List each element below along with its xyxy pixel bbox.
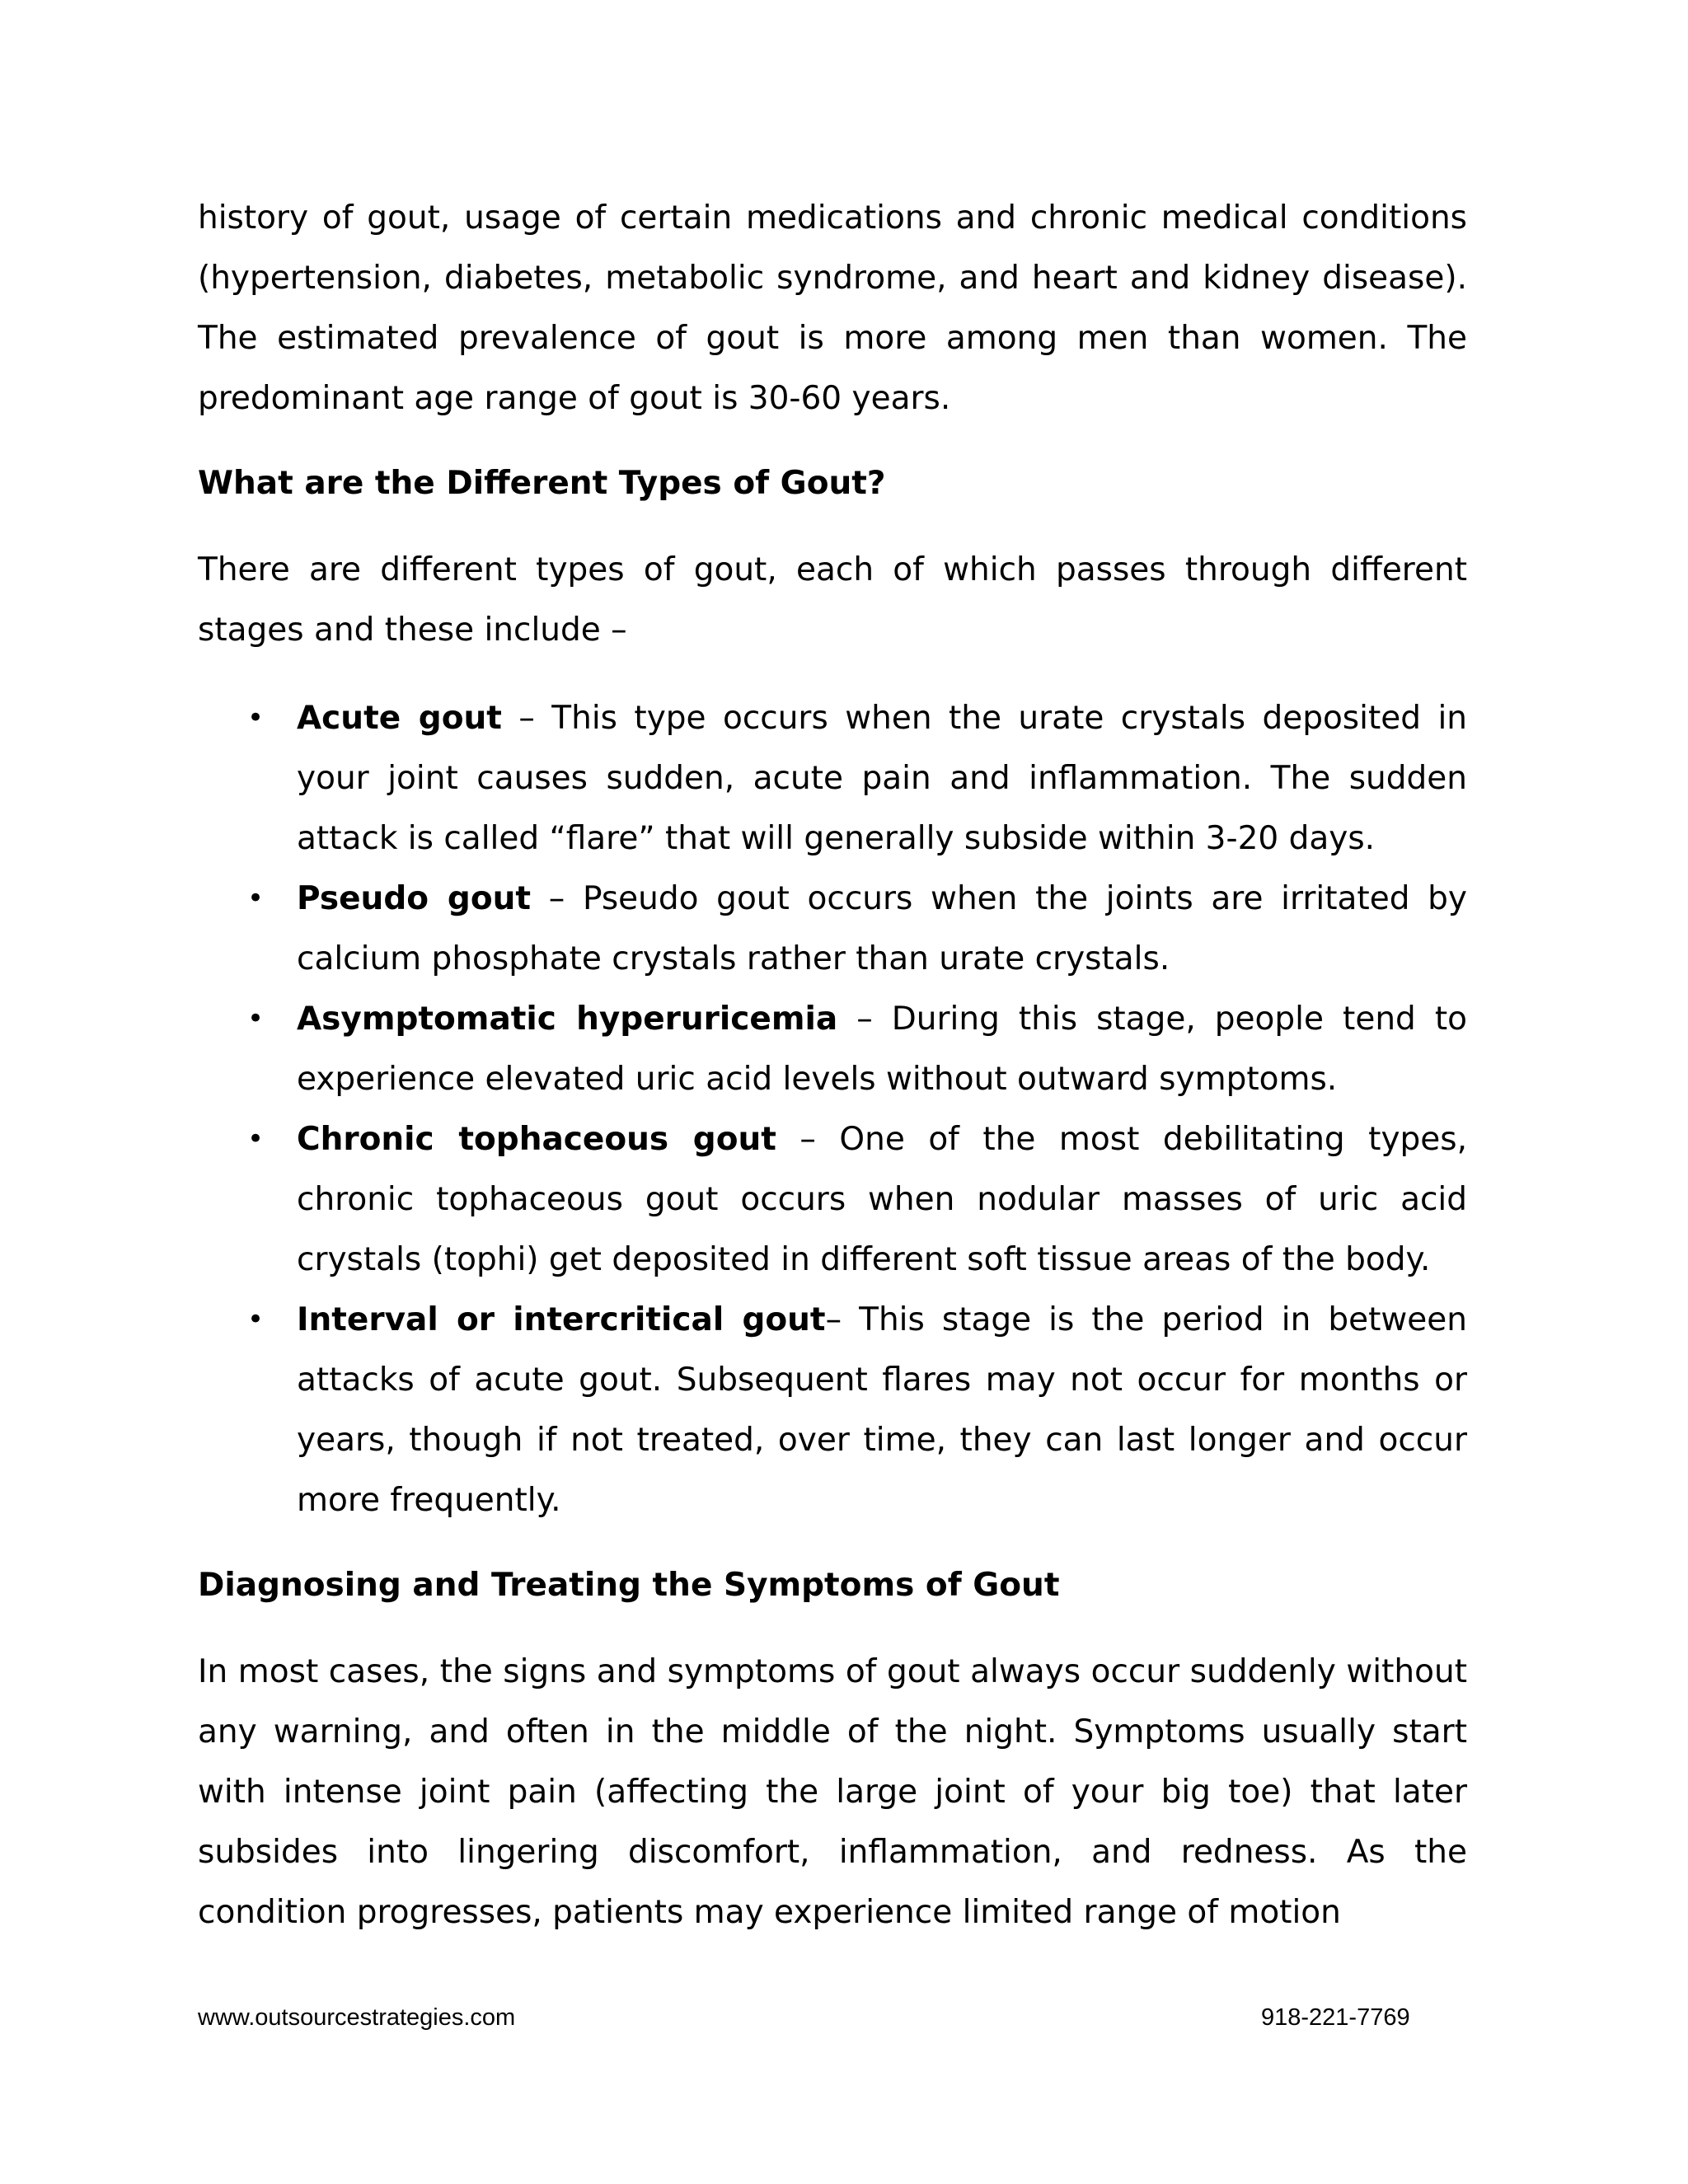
list-item (198, 1290, 1467, 1530)
intro-paragraph: history of gout, usage of certain medications and chronic medical conditions (hypertension, diabetes, metabolic syndrome, and heart and kidney disease). The estimated prevalence of gout is more among men than women. The predominant age range of gout is 30-60 years. (198, 199, 1467, 417)
bullet-icon: • (247, 701, 265, 734)
type-term: Chronic tophaceous gout (297, 1121, 776, 1158)
type-description: – This stage is the period in between attacks of acute gout. Subsequent flares may not occur for months or years, though if not treated, over time, they can last longer and occur more frequently. (297, 1301, 1467, 1519)
type-description: – During this stage, people tend to experience elevated uric acid levels without outward symptoms. (297, 1001, 1467, 1098)
types-intro-paragraph: There are different types of gout, each of which passes through different stages and these include – (198, 551, 1467, 649)
list-item (198, 688, 1467, 869)
type-description: – This type occurs when the urate crystals deposited in your joint causes sudden, acute pain and inflammation. The sudden attack is called “flare” that will generally subside within 3-20 days. (297, 700, 1467, 857)
list-item (198, 1109, 1467, 1290)
page-content (198, 188, 1467, 1943)
list-item (198, 989, 1467, 1109)
type-term: Interval or intercritical gout (297, 1301, 826, 1338)
diagnosing-paragraph: In most cases, the signs and symptoms of gout always occur suddenly without any warning, and often in the middle of the night. Symptoms usually start with intense joint pain (affecting the large joint of your big toe) that later subsides into lingering discomfort, inflammation, and redness. As the condition progresses, patients may experience limited range of motion (198, 1653, 1467, 1931)
bullet-icon: • (247, 882, 265, 915)
section-heading-types: What are the Different Types of Gout? (198, 465, 886, 502)
type-description: – Pseudo gout occurs when the joints are irritated by calcium phosphate crystals rather than urate crystals. (297, 880, 1468, 977)
bullet-icon: • (247, 1002, 265, 1035)
gout-types-list (198, 688, 1467, 1530)
footer-website: www.outsourcestrategies.com (198, 2004, 516, 2031)
type-description: – One of the most debilitating types, chronic tophaceous gout occurs when nodular masses of uric acid crystals (tophi) get deposited in different soft tissue areas of the body. (297, 1121, 1467, 1278)
type-term: Asymptomatic hyperuricemia (297, 1001, 838, 1038)
footer-phone: 918-221-7769 (1261, 2004, 1410, 2031)
list-item (198, 869, 1467, 989)
type-term: Acute gout (297, 700, 502, 737)
bullet-icon: • (247, 1303, 265, 1336)
type-term: Pseudo gout (297, 880, 532, 917)
bullet-icon: • (247, 1122, 265, 1155)
section-heading-diagnosing: Diagnosing and Treating the Symptoms of Gout (198, 1567, 1060, 1604)
